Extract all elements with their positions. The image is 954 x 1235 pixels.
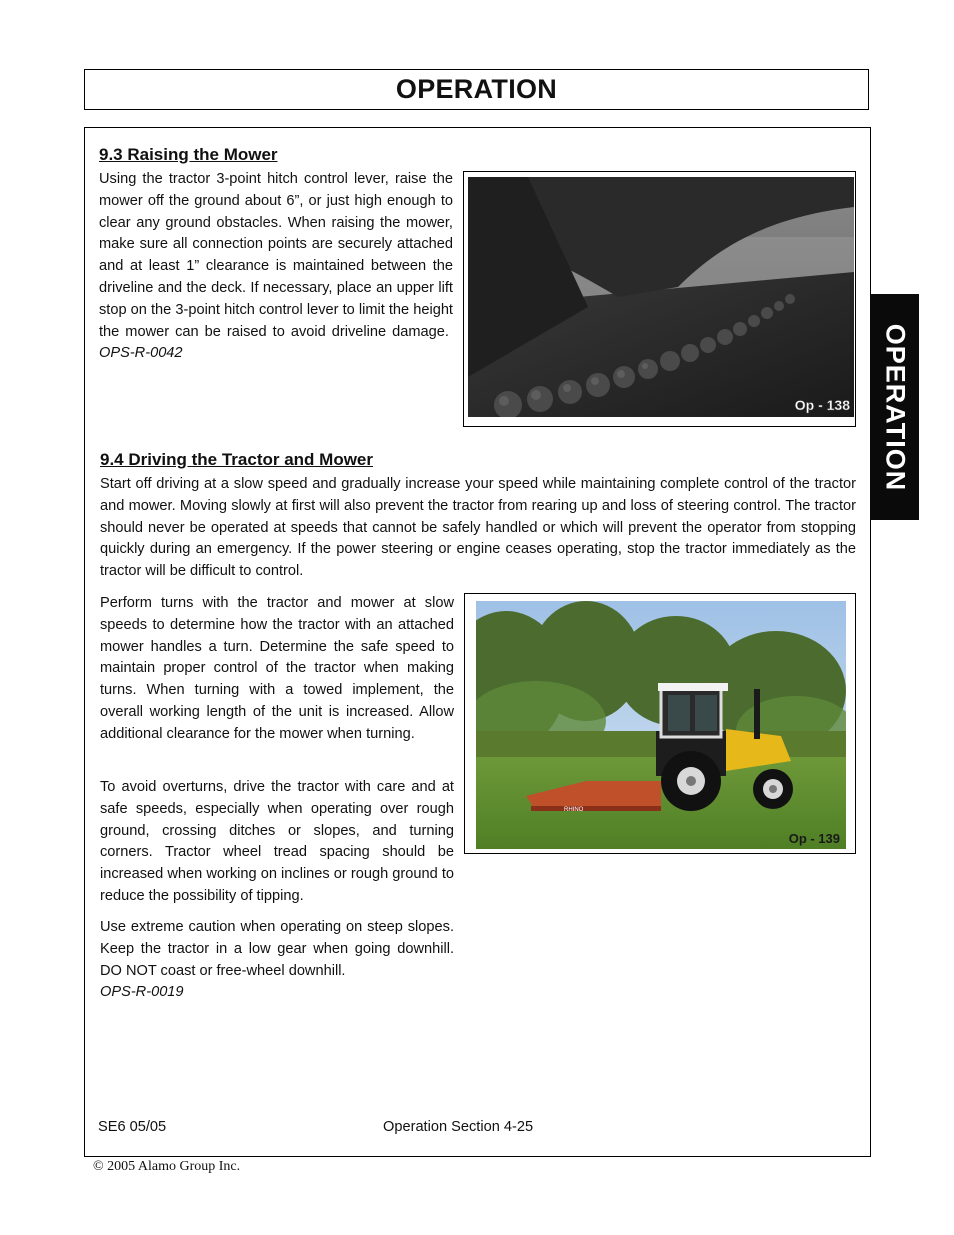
mower-brand-label: RHINO: [564, 807, 584, 813]
footer-doc-code: SE6 05/05: [98, 1119, 167, 1135]
raising-mower-paragraph: [99, 169, 453, 365]
figure-op-139: [464, 593, 856, 854]
caution-ref: OPS-R-0019: [100, 984, 184, 1001]
side-tab-label: OPERATION: [880, 323, 911, 491]
driveline-photo: [468, 177, 854, 417]
raising-mower-ref: OPS-R-0042: [99, 345, 183, 362]
section-heading-raising-mower: 9.3 Raising the Mower: [99, 145, 278, 164]
overturns-paragraph: To avoid overturns, drive the tractor with care and at safe speeds, especially when operating over rough ground, crossing ditches or slopes, and turning corners. Tractor wheel tread spacing should be increased when working on inclines or rough ground to reduce the possibility of tipping.: [100, 779, 454, 904]
page-header: [84, 69, 869, 110]
caution-paragraph: [100, 917, 454, 1004]
tractor-mower-photo: [476, 601, 846, 849]
footer-page-number: Operation Section 4-25: [383, 1119, 534, 1135]
page-title: OPERATION: [395, 74, 558, 104]
section-side-tab: [870, 294, 919, 520]
driving-intro-paragraph: Start off driving at a slow speed and gradually increase your speed while maintaining complete control of the tractor and mower. Moving slowly at first will also prevent the tractor from rearing up and loss of steering control. The tractor should never be operated at speeds that cannot be safely handled or which will prevent the operator from stopping quickly during an emergency. If the power steering or engine ceases operating, stop the tractor immediately as the tractor will be difficult to control.: [100, 476, 856, 580]
section-heading-driving: 9.4 Driving the Tractor and Mower: [100, 450, 374, 469]
figure-label-op-138: Op - 138: [794, 397, 850, 413]
figure-op-138: [463, 171, 856, 427]
turns-paragraph: Perform turns with the tractor and mower at slow speeds to determine how the tractor with an attached mower handles a turn. Determine the safe speed to maintain proper control of the tractor when making turns. When turning with a towed implement, the overall working length of the unit is increased. Allow additional clearance for the mower when turning.: [100, 595, 454, 742]
raising-mower-text: Using the tractor 3-point hitch control lever, raise the mower off the ground about 6”, or just high enough to clear any ground obstacles. When raising the mower, make sure all connection points are securely attached and at least 1” clearance is maintained between the driveline and the deck. If necessary, place an upper lift stop on the 3-point hitch control lever to limit the height the mower can be raised to avoid driveline damage.: [99, 171, 453, 340]
caution-text: Use extreme caution when operating on steep slopes. Keep the tractor in a low gear when going downhill. DO NOT coast or free-wheel downhill.: [100, 919, 454, 979]
figure-label-op-139: Op - 139: [788, 831, 840, 846]
footer-copyright: © 2005 Alamo Group Inc.: [93, 1159, 241, 1174]
